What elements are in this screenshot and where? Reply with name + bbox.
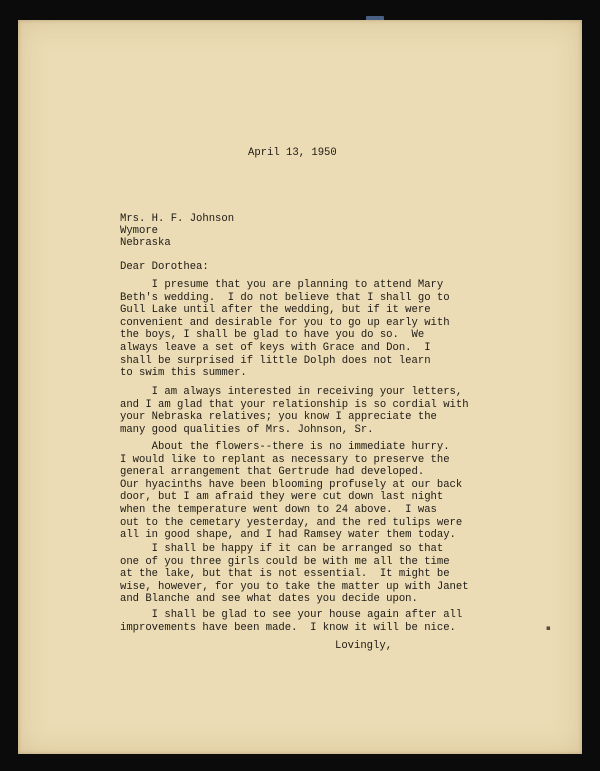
letter-date: April 13, 1950 [248,147,337,159]
closing: Lovingly, [335,640,393,652]
paragraph-lake: I shall be happy if it can be arranged so that one of you three girls could be with me all the time at the lake, but that is not essential. It might be wise, however, for you to take the matter up with Janet and Blanche and see what dates you decide upon. [120,543,469,606]
recipient-name: Mrs. H. F. Johnson [120,213,235,225]
paragraph-house: I shall be glad to see your house again after all improvements have been made. I know it will be nice. [120,609,463,634]
recipient-city: Wymore [120,225,159,237]
recipient-state: Nebraska [120,237,171,249]
paragraph-letters: I am always interested in receiving your letters, and I am glad that your relationship is so cordial with your Nebraska relatives; you know I appreciate the many good qualities of Mrs. Johnson, Sr. [120,386,469,436]
salutation: Dear Dorothea: [120,261,209,273]
paragraph-flowers: About the flowers--there is no immediate hurry. I would like to replant as necessary to preserve the general arrangement that Gertrude had developed. Our hyacinths have been blooming profusely at our back door, but I am afraid they were cut down last night when the temperature went down to 24 above. I was out to the cemetary yesterday, and the red tulips were all in good shape, and I had Ramsey water them today. [120,441,463,542]
margin-mark-icon: ▪ [546,624,551,632]
paragraph-wedding: I presume that you are planning to attend Mary Beth's wedding. I do not believe that I shall go to Gull Lake until after the wedding, but if it were convenient and desirable for you to go up early with the boys, I shall be glad to have you do so. We always leave a set of keys with Grace and Don. I shall be surprised if little Dolph does not learn to swim this summer. [120,279,450,380]
